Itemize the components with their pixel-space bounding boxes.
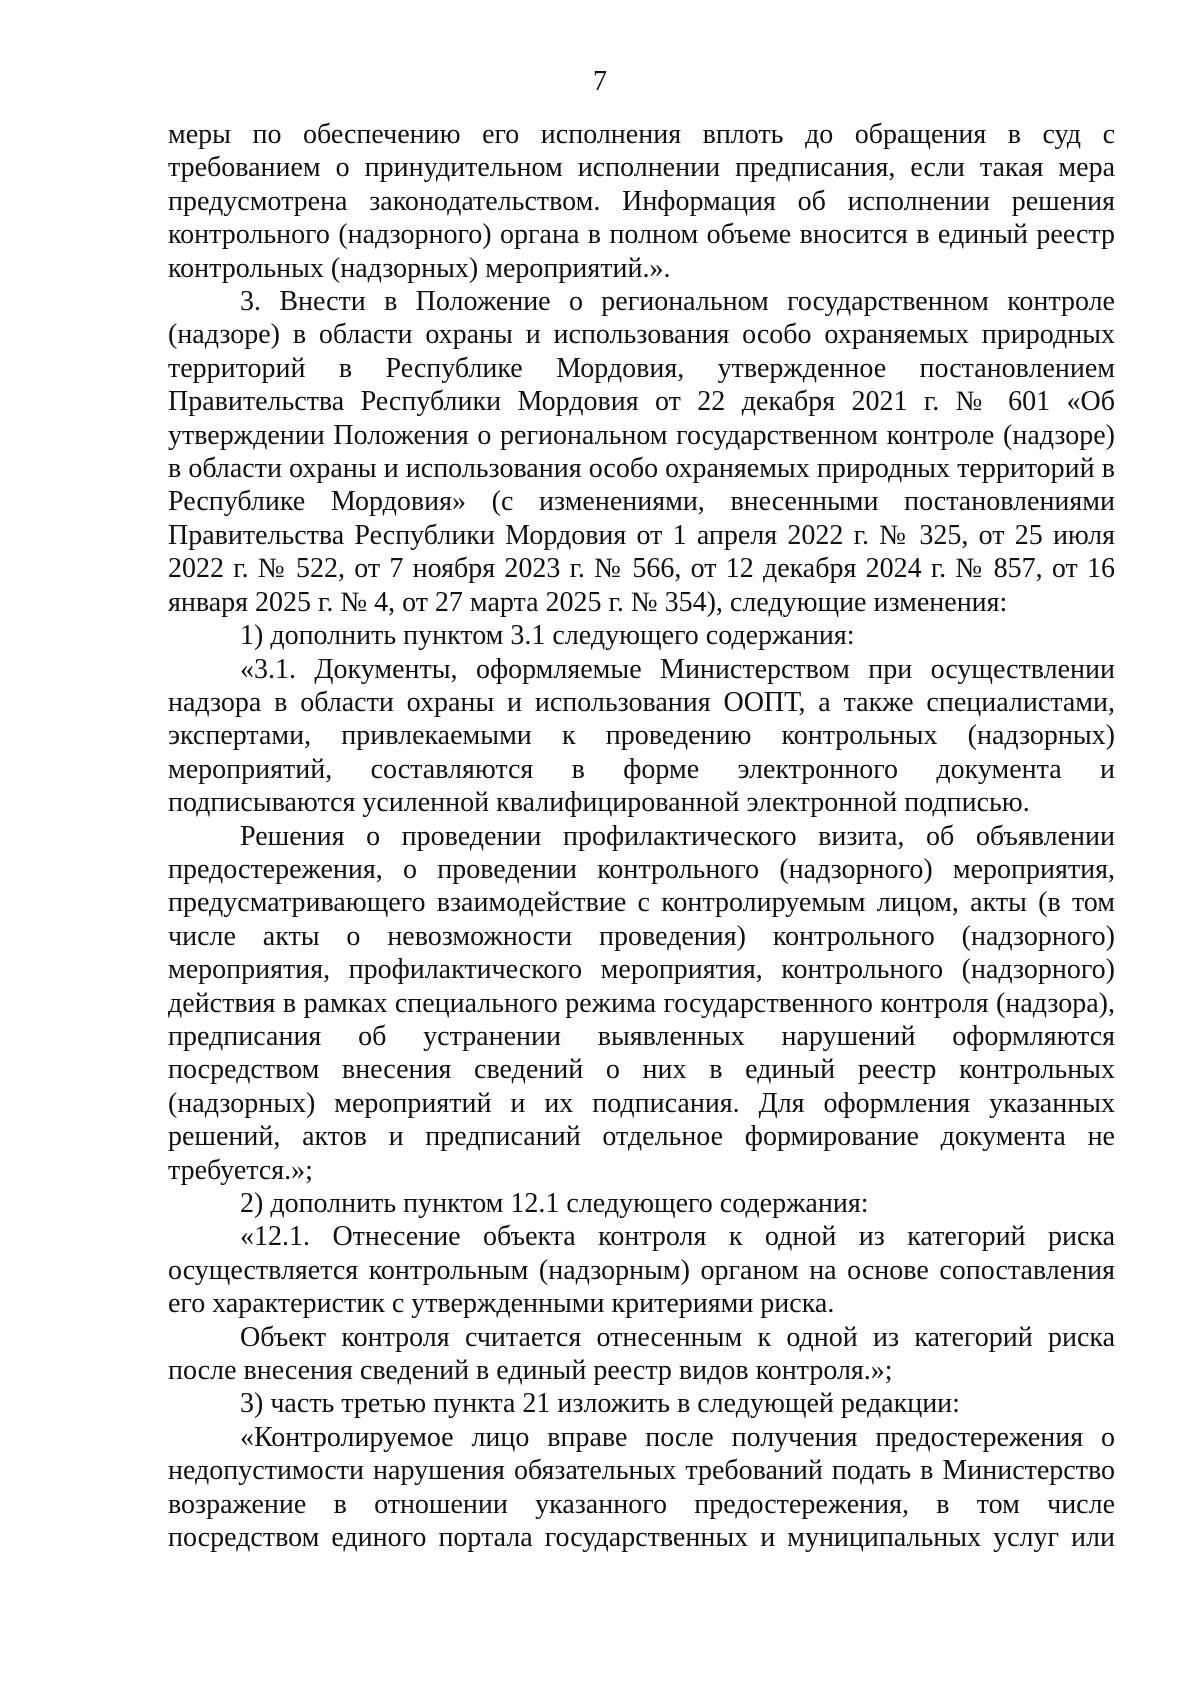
paragraph-control-object: Объект контроля считается отнесенным к одной из категорий риска после внесения сведений в единый реестр видов контроля.»; <box>168 1321 1115 1387</box>
paragraph-clause-3-1: «3.1. Документы, оформляемые Министерством при осуществлении надзора в области охраны и использования ООПТ, а также специалистами, экспертами, привлекаемыми к проведению контрольных (надзорных) мероприятий, составляются в форме электронного документа и подписываются усиленной квалифицированной электронной подписью. <box>168 653 1115 819</box>
paragraph-subitem-3: 3) часть третью пункта 21 изложить в следующей редакции: <box>240 1388 960 1420</box>
page-number: 7 <box>593 66 607 97</box>
paragraph-decisions: Решения о проведении профилактического визита, об объявлении предостережения, о проведении контрольного (надзорного) мероприятия, предусматривающего взаимодействие с контролируемым лицом, акты (в том числе акты о невозможности проведения) контрольного (надзорного) мероприятия, профилактического мероприятия, контрольного (надзорного) действия в рамках специального режима государственного контроля (надзора), предписания об устранении выявленных нарушений оформляются посредством внесения сведений о них в единый реестр контрольных (надзорных) мероприятий и их подписания. Для оформления указанных решений, актов и предписаний отдельное формирование документа не требуется.»; <box>168 820 1115 1186</box>
paragraph-continuation: меры по обеспечению его исполнения вплоть до обращения в суд с требованием о принудительном исполнении предписания, если такая мера предусмотрена законодательством. Информация об исполнении решения контрольного (надзорного) органа в полном объеме вносится в единый реестр контрольных (надзорных) мероприятий.». <box>168 119 1115 284</box>
paragraph-item-3: 3. Внести в Положение о региональном государственном контроле (надзоре) в области охраны и использования особо охраняемых природных территорий в Республике Мордовия, утвержденное постановлением Правительства Республики Мордовия от 22 декабря 2021 г. № 601 «Об утверждении Положения о региональном государственном контроле (надзоре) в области охраны и использования особо охраняемых природных территорий в Республике Мордовия» (с изменениями, внесенными постановлениями Правительства Республики Мордовия от 1 апреля 2022 г. № 325, от 25 июля 2022 г. № 522, от 7 ноября 2023 г. № 566, от 12 декабря 2024 г. № 857, от 16 января 2025 г. № 4, от 27 марта 2025 г. № 354), следующие изменения: <box>168 286 1115 618</box>
paragraph-objection: «Контролируемое лицо вправе после получения предостережения о недопустимости нарушения обязательных требований подать в Министерство возражение в отношении указанного предостережения, в том числе посредством единого портала государственных и муниципальных услуг или <box>168 1421 1115 1554</box>
paragraph-subitem-2: 2) дополнить пунктом 12.1 следующего содержания: <box>240 1188 869 1219</box>
paragraph-clause-12-1: «12.1. Отнесение объекта контроля к одной из категорий риска осуществляется контрольным (надзорным) органом на основе сопоставления его характеристик с утвержденными критериями риска. <box>168 1221 1115 1320</box>
document-body <box>168 118 1115 1554</box>
paragraph-subitem-1: 1) дополнить пунктом 3.1 следующего содержания: <box>240 620 855 652</box>
